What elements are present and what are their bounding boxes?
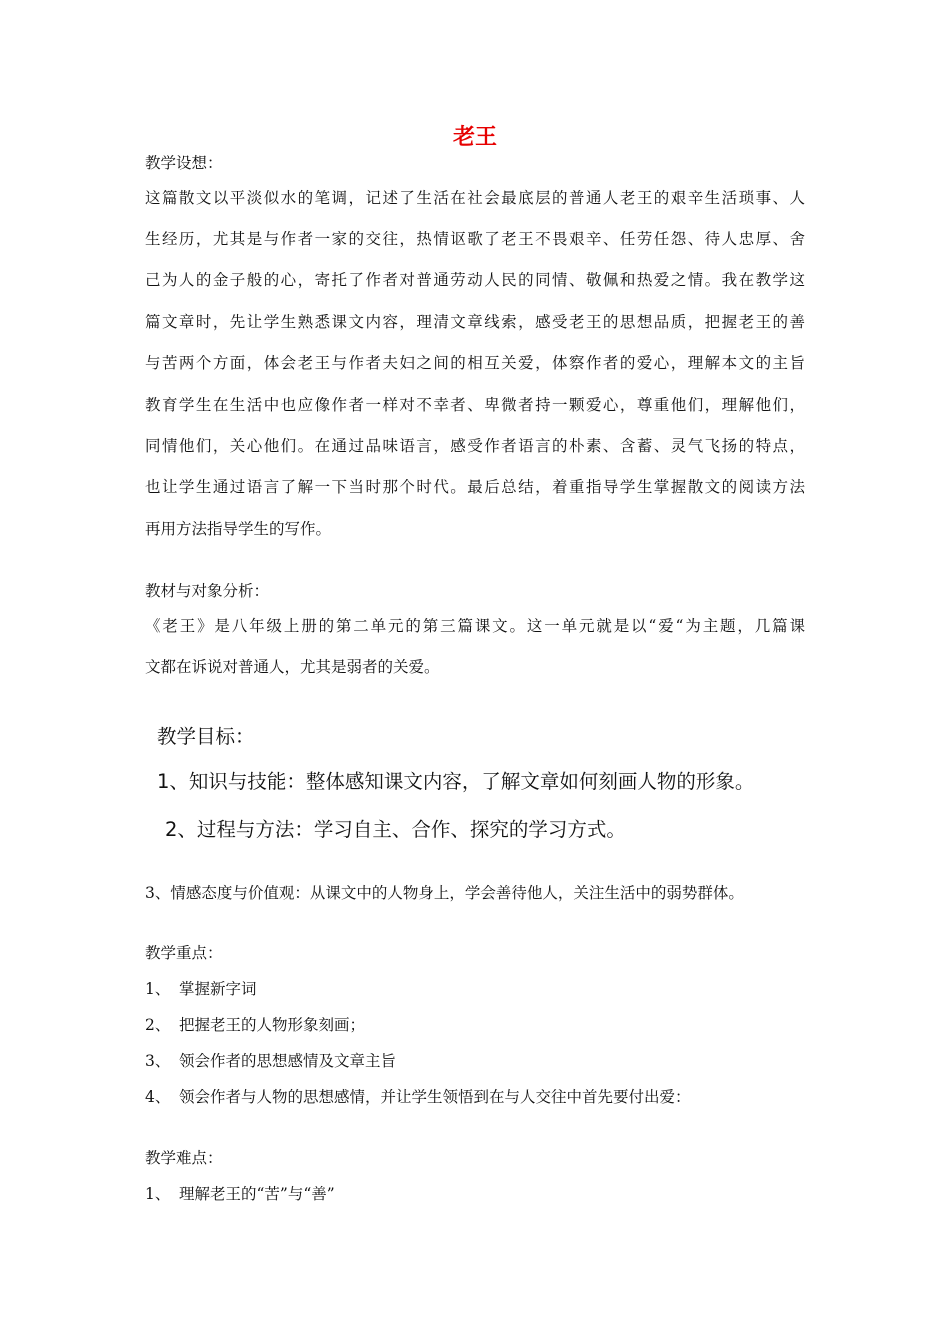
keypoint-item [145, 978, 257, 1000]
keypoint-text: 领会作者与人物的思想感情，并让学生领悟到在与人交往中首先要付出爱： [179, 1088, 691, 1106]
goals-heading: 教学目标： [157, 725, 255, 748]
design-line: 生经历，尤其是与作者一家的交往，热情讴歌了老王不畏艰辛、任劳任怨、待人忠厚、舍 [145, 230, 805, 248]
keypoint-text: 把握老王的人物形象刻画； [179, 1016, 366, 1034]
goal-item: 1、知识与技能：整体感知课文内容，了解文章如何刻画人物的形象。 [157, 770, 755, 793]
keypoint-text: 掌握新字词 [179, 980, 257, 998]
design-line: 与苦两个方面，体会老王与作者夫妇之间的相互关爱，体察作者的爱心，理解本文的主旨 [145, 354, 805, 372]
design-line: 再用方法指导学生的写作。 [145, 520, 332, 538]
keypoint-item [145, 1050, 396, 1072]
design-line: 同情他们，关心他们。在通过品味语言，感受作者语言的朴素、含蓄、灵气飞扬的特点， [145, 437, 805, 455]
keypoint-text: 领会作者的思想感情及文章主旨 [179, 1052, 397, 1070]
keypoint-item [145, 1014, 365, 1036]
analysis-line: 《老王》是八年级上册的第二单元的第三篇课文。这一单元就是以“爱“为主题，几篇课 [145, 617, 805, 635]
difficulties-heading: 教学难点： [145, 1149, 223, 1167]
goal-item: 2、过程与方法：学习自主、合作、探究的学习方式。 [165, 818, 626, 841]
design-line: 教育学生在生活中也应像作者一样对不幸者、卑微者持一颗爱心，尊重他们，理解他们， [145, 396, 805, 414]
document-title: 老王 [452, 125, 497, 150]
analysis-line: 文都在诉说对普通人，尤其是弱者的关爱。 [145, 658, 440, 676]
goal-item: 3、情感态度与价值观：从课文中的人物身上，学会善待他人，关注生活中的弱势群体。 [145, 884, 744, 902]
difficulty-number: 1、 [145, 1185, 171, 1203]
keypoint-number: 1、 [145, 980, 171, 998]
difficulty-item [145, 1183, 335, 1205]
keypoint-number: 3、 [145, 1052, 171, 1070]
design-line: 也让学生通过语言了解一下当时那个时代。最后总结，着重指导学生掌握散文的阅读方法 [145, 478, 805, 496]
design-line: 篇文章时，先让学生熟悉课文内容，理清文章线索，感受老王的思想品质，把握老王的善 [145, 313, 805, 331]
design-line: 这篇散文以平淡似水的笔调，记述了生活在社会最底层的普通人老王的艰辛生活琐事、人 [145, 189, 805, 207]
analysis-heading: 教材与对象分析： [145, 582, 270, 600]
design-line: 己为人的金子般的心，寄托了作者对普通劳动人民的同情、敬佩和热爱之情。我在教学这 [145, 271, 805, 289]
keypoint-number: 4、 [145, 1088, 171, 1106]
keypoint-item [145, 1086, 691, 1108]
design-heading: 教学设想： [145, 154, 223, 172]
keypoint-number: 2、 [145, 1016, 171, 1034]
difficulty-text: 理解老王的“苦”与“善” [179, 1185, 335, 1203]
keypoints-heading: 教学重点： [145, 944, 223, 962]
